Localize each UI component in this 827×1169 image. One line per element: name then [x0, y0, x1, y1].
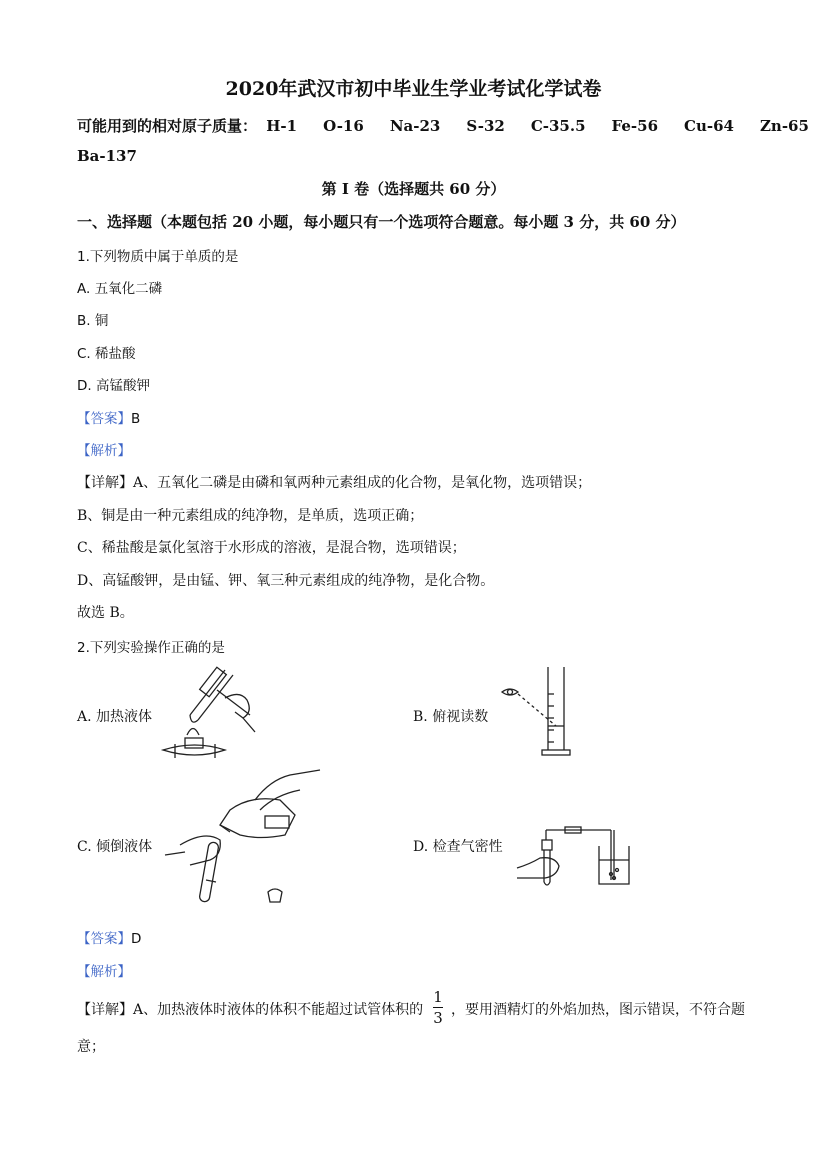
fraction-denominator: 3 [433, 1009, 443, 1027]
q1-option-a: A. 五氧化二磷 [77, 281, 163, 297]
mass-fe: Fe-56 [611, 117, 659, 135]
q1-answer-line [77, 407, 140, 427]
q2-option-d: D. 检查气密性 [413, 839, 503, 855]
answer-tag: 【答案】 [77, 931, 131, 947]
q2-answer-line [77, 927, 141, 947]
q2-answer: D [131, 931, 142, 947]
q1-analysis-tag: 【解析】 [77, 443, 131, 459]
mass-zn: Zn-65 [759, 117, 809, 135]
answer-tag: 【答案】 [77, 411, 131, 427]
q2-detail-before: 【详解】A、加热液体时液体的体积不能超过试管体积的 [77, 1002, 424, 1018]
q2-detail-cont: 意； [77, 1039, 105, 1055]
airtightness-check-illustration [515, 844, 645, 906]
q2-analysis-tag: 【解析】 [77, 964, 131, 980]
fraction-bar [433, 1007, 443, 1008]
q2-stem: 2.下列实验操作正确的是 [77, 640, 225, 656]
q1-stem: 1.下列物质中属于单质的是 [77, 249, 239, 265]
mass-o: O-16 [323, 117, 364, 135]
q2-option-b: B. 俯视读数 [413, 709, 489, 725]
q1-detail-line-4: D、高锰酸钾，是由锰、钾、氧三种元素组成的纯净物，是化合物。 [77, 573, 495, 589]
fraction-numerator: 1 [433, 988, 443, 1006]
downward-reading-illustration [498, 664, 588, 759]
atomic-masses-line [77, 115, 809, 136]
mass-na: Na-23 [389, 117, 441, 135]
atomic-masses-label: 可能用到的相对原子质量： [77, 117, 258, 135]
mass-c: C-35.5 [530, 117, 586, 135]
heating-liquid-illustration [155, 660, 265, 770]
page-title: 2020年武汉市初中毕业生学业考试化学试卷 [225, 78, 602, 100]
q1-option-c: C. 稀盐酸 [77, 346, 136, 362]
q1-detail-line-3: C、稀盐酸是氯化氢溶于水形成的溶液，是混合物，选项错误； [77, 540, 466, 556]
q1-detail-line-2: B、铜是由一种元素组成的纯净物，是单质，选项正确； [77, 508, 424, 524]
q1-answer: B [131, 411, 141, 427]
section-title: 第 I 卷（选择题共 60 分） [321, 180, 506, 198]
q1-detail-line-5: 故选 B。 [77, 605, 134, 621]
q2-detail-after: ，要用酒精灯的外焰加热，图示错误，不符合题 [451, 1002, 745, 1018]
mass-h: H-1 [266, 117, 298, 135]
mass-s: S-32 [466, 117, 505, 135]
q2-option-a: A. 加热液体 [77, 709, 153, 725]
fraction-one-third [433, 988, 443, 1027]
part-heading: 一、选择题（本题包括 20 小题，每小题只有一个选项符合题意。每小题 3 分，共 60 分） [77, 213, 686, 231]
q1-option-d: D. 高锰酸钾 [77, 378, 150, 394]
q2-option-c: C. 倾倒液体 [77, 839, 153, 855]
mass-cu: Cu-64 [684, 117, 734, 135]
q1-option-b: B. 铜 [77, 313, 109, 329]
q1-detail-line-1: 【详解】A、五氧化二磷是由磷和氧两种元素组成的化合物，是氧化物，选项错误； [77, 475, 592, 491]
pouring-liquid-illustration [160, 770, 330, 915]
mass-ba: Ba-137 [77, 147, 137, 165]
